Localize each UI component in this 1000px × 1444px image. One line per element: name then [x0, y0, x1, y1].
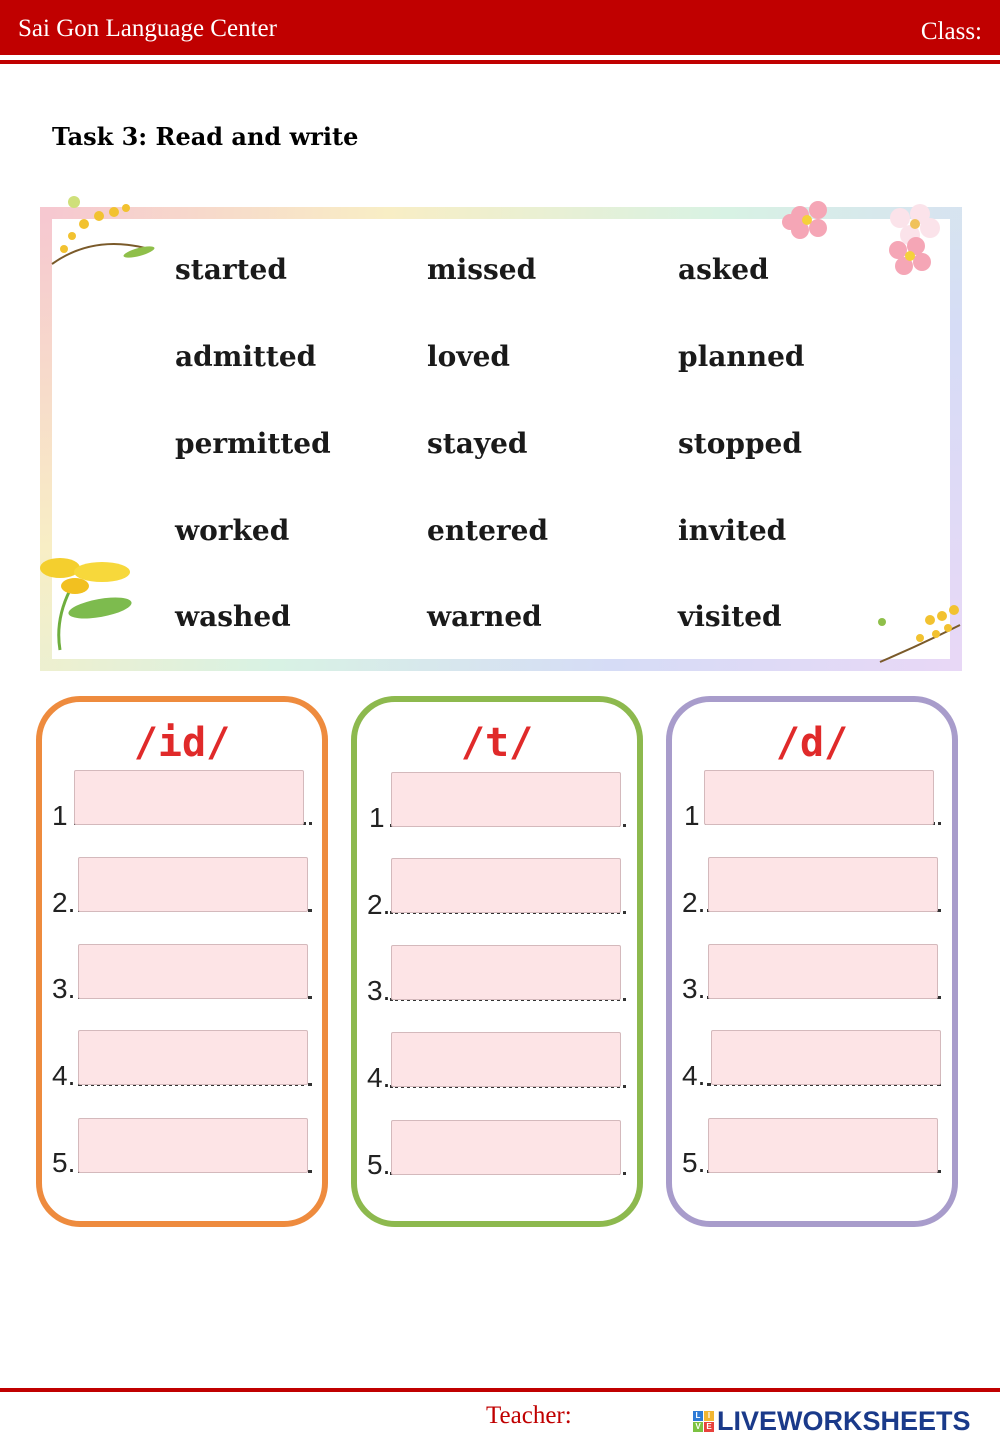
answer-box[interactable]: [391, 945, 621, 1000]
center-name: Sai Gon Language Center: [18, 15, 277, 42]
answer-box[interactable]: [708, 944, 938, 999]
row-number: 5.: [52, 1147, 76, 1178]
word-bank-item: warned: [427, 600, 542, 633]
column-title: /id/: [133, 720, 231, 766]
row-number: 3.: [682, 973, 706, 1004]
column-title: /d/: [775, 720, 849, 766]
word-bank-item: invited: [678, 514, 787, 547]
row-number: 1: [369, 802, 385, 833]
row-number: 2.: [52, 887, 76, 918]
word-bank-item: stopped: [678, 427, 802, 460]
word-bank-item: loved: [427, 340, 510, 373]
header-bar: [0, 0, 1000, 55]
answer-box[interactable]: [78, 944, 308, 999]
word-bank-item: planned: [678, 340, 805, 373]
liveworksheets-logo[interactable]: [693, 1406, 971, 1437]
footer-divider: [0, 1388, 1000, 1392]
word-bank-item: worked: [175, 514, 290, 547]
task-title: Task 3: Read and write: [52, 122, 359, 151]
logo-tile-icon: L I V E: [693, 1411, 714, 1432]
brand-name: LIVEWORKSHEETS: [717, 1406, 971, 1436]
answer-box[interactable]: [78, 1030, 308, 1085]
row-number: 1: [684, 800, 700, 831]
flower-branch-icon: [44, 194, 159, 274]
row-number: 1: [52, 800, 68, 831]
answer-box[interactable]: [78, 1118, 308, 1173]
answer-box[interactable]: [391, 772, 621, 827]
word-bank-item: stayed: [427, 427, 528, 460]
word-bank-item: started: [175, 253, 287, 286]
answer-box[interactable]: [711, 1030, 941, 1085]
class-label: Class:: [920, 18, 982, 45]
teacher-label: Teacher:: [486, 1402, 572, 1429]
answer-box[interactable]: [708, 1118, 938, 1173]
row-number: 2.: [682, 887, 706, 918]
answer-box[interactable]: [391, 1120, 621, 1175]
row-number: 5.: [682, 1147, 706, 1178]
header-divider: [0, 60, 1000, 64]
row-number: 4.: [52, 1060, 76, 1091]
column-title: /t/: [460, 720, 534, 766]
word-bank-item: permitted: [175, 427, 331, 460]
word-bank-item: entered: [427, 514, 549, 547]
answer-box[interactable]: [391, 858, 621, 913]
word-bank-item: asked: [678, 253, 769, 286]
row-number: 4.: [682, 1060, 706, 1091]
answer-box[interactable]: [391, 1032, 621, 1087]
answer-box[interactable]: [704, 770, 934, 825]
row-number: 2.: [367, 889, 391, 920]
answer-box[interactable]: [708, 857, 938, 912]
row-number: 3.: [367, 975, 391, 1006]
yellow-flower-icon: [40, 550, 150, 660]
row-number: 5.: [367, 1149, 391, 1180]
answer-box[interactable]: [74, 770, 304, 825]
word-bank-item: missed: [427, 253, 537, 286]
row-number: 4.: [367, 1062, 391, 1093]
word-bank-item: washed: [175, 600, 291, 633]
answer-box[interactable]: [78, 857, 308, 912]
pink-flowers-icon: [780, 200, 960, 280]
word-bank-item: admitted: [175, 340, 317, 373]
row-number: 3.: [52, 973, 76, 1004]
flower-branch-icon: [870, 600, 965, 670]
word-bank-item: visited: [678, 600, 782, 633]
